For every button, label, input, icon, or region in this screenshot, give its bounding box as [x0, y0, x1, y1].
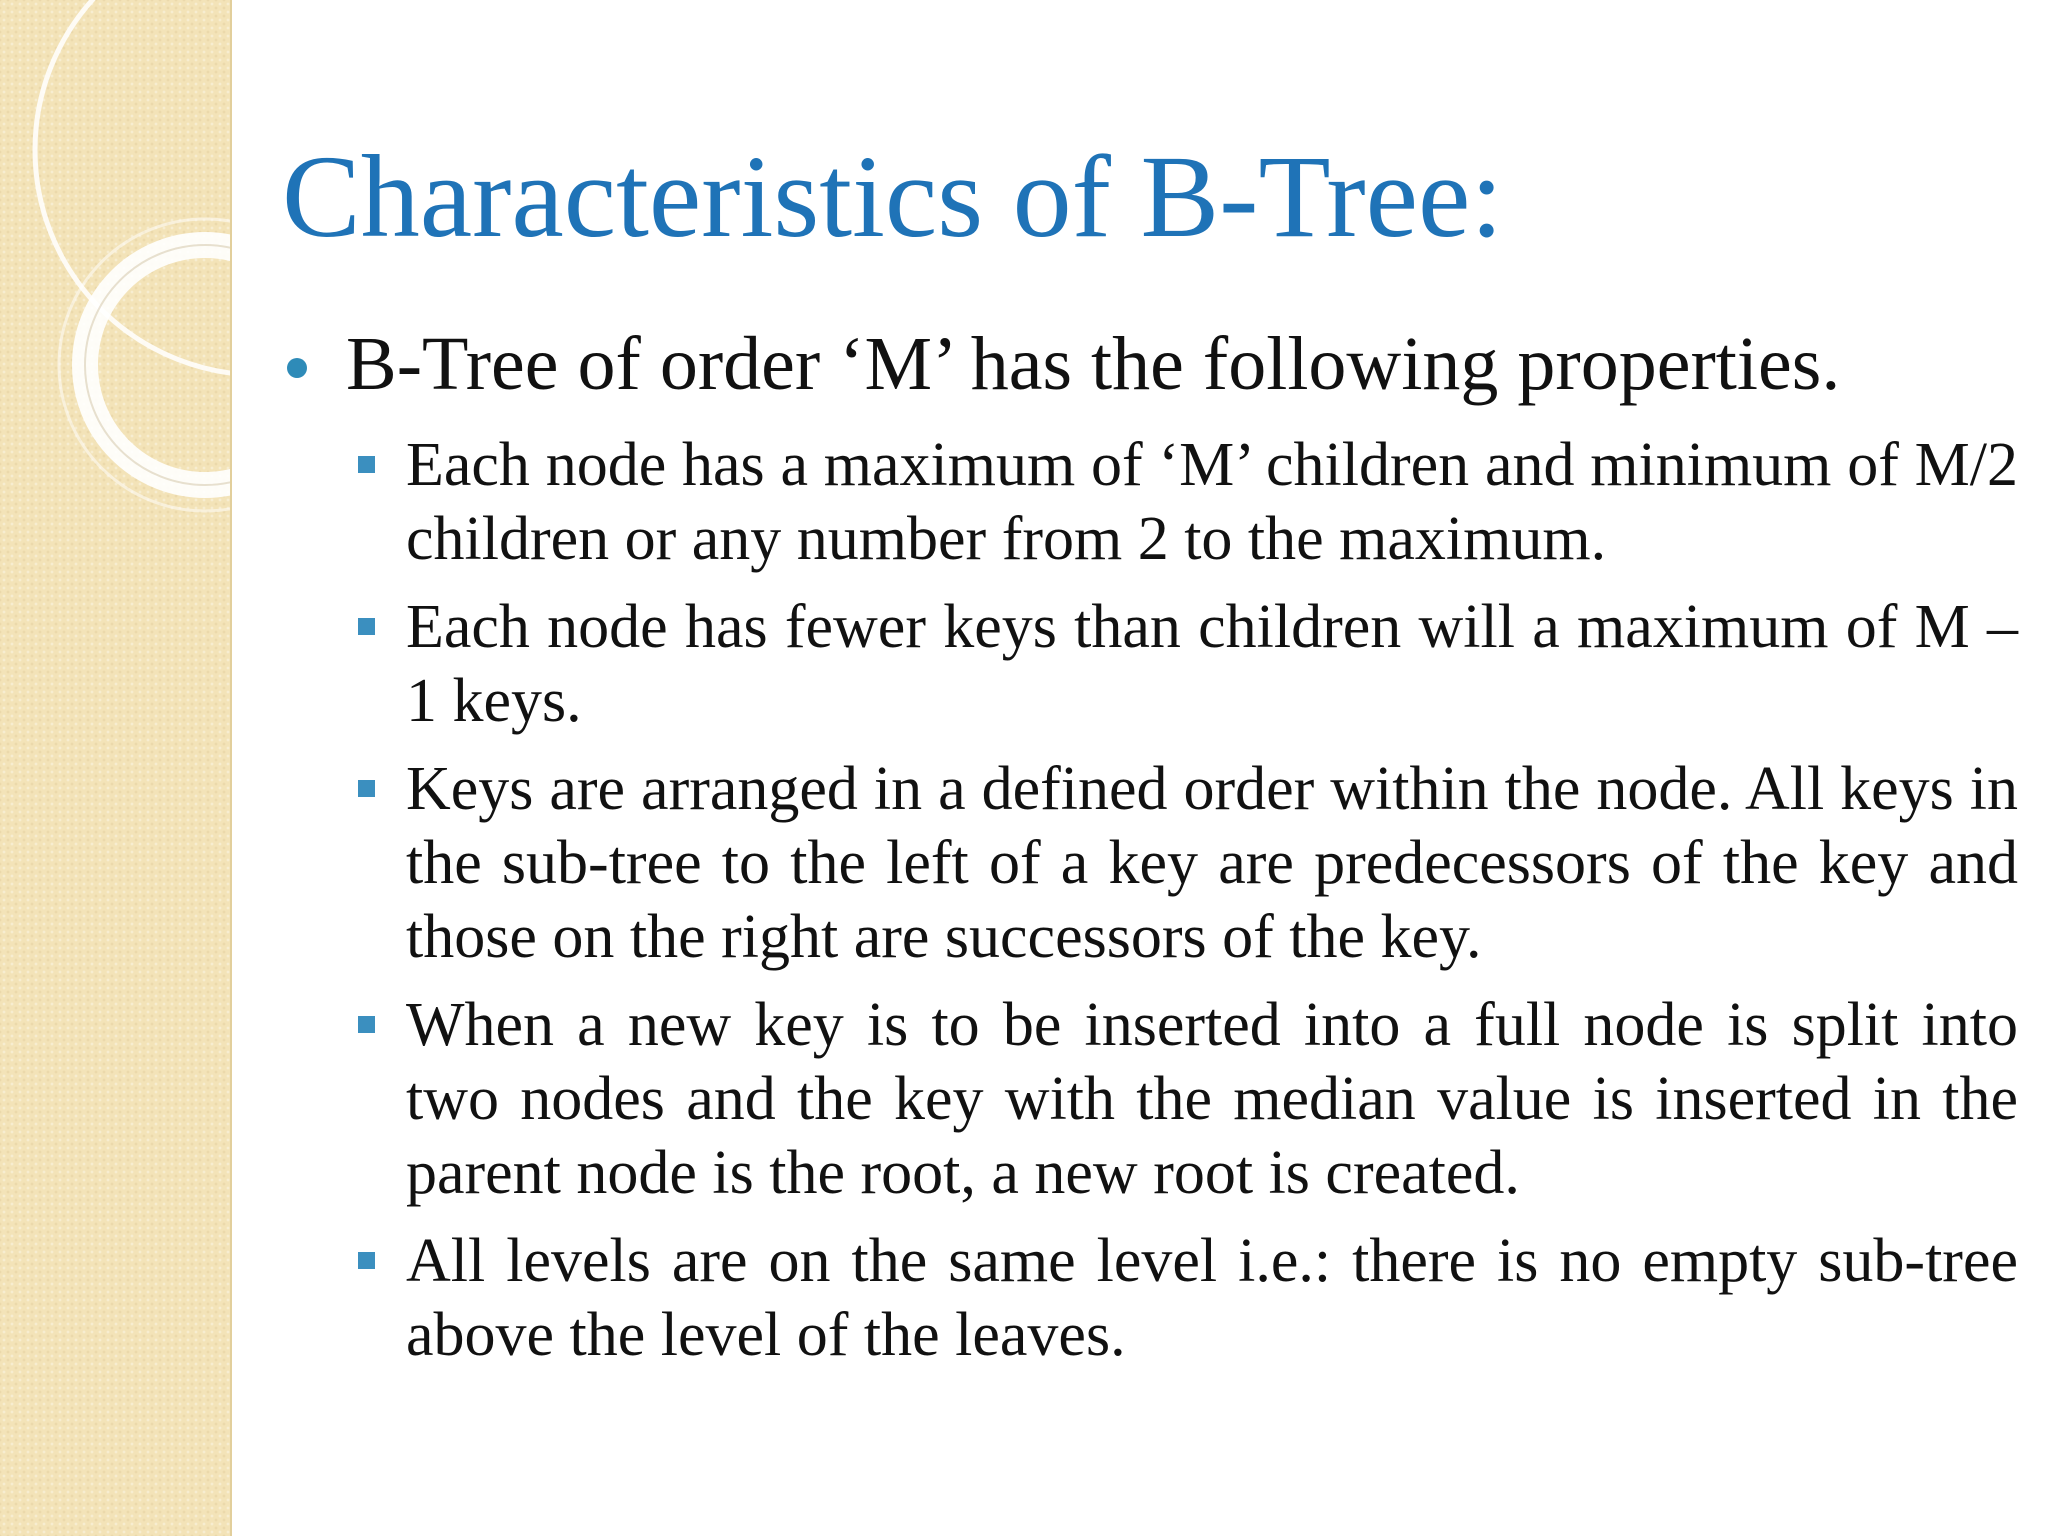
- main-bullet: [282, 320, 2022, 408]
- square-bullet-icon: [358, 1252, 375, 1269]
- slide-title: Characteristics of B-Tree:: [282, 131, 1504, 262]
- decorative-circles-icon: [0, 0, 230, 1536]
- square-bullet-icon: [358, 780, 375, 797]
- square-bullet-icon: [358, 618, 375, 635]
- sub-bullet-list: [282, 428, 2022, 1372]
- sub-bullet-text: Each node has a maximum of ‘M’ children and minimum of M/2 children or any number from 2 to the maximum.: [406, 431, 2018, 573]
- main-bullet-text: B-Tree of order ‘M’ has the following properties.: [346, 322, 1841, 406]
- sub-bullet-text: Keys are arranged in a defined order within the node. All keys in the sub-tree to the left of a key are predecessors of the key and those on the right are successors of the key.: [406, 755, 2018, 971]
- sub-bullet-item: [355, 988, 2018, 1210]
- sub-bullet-text: Each node has fewer keys than children will a maximum of M – 1 keys.: [406, 593, 2018, 735]
- sub-bullet-item: [355, 590, 2018, 738]
- sub-bullet-text: When a new key is to be inserted into a full node is split into two nodes and the key with the median value is inserted in the parent node is the root, a new root is created.: [406, 991, 2018, 1207]
- sub-bullet-text: All levels are on the same level i.e.: there is no empty sub-tree above the level of the leaves.: [406, 1227, 2018, 1369]
- square-bullet-icon: [358, 456, 375, 473]
- decorative-side-band: [0, 0, 232, 1536]
- sub-bullet-item: [355, 752, 2018, 974]
- square-bullet-icon: [358, 1016, 375, 1033]
- sub-bullet-item: [355, 428, 2018, 576]
- slide-body: [282, 320, 2022, 1386]
- round-bullet-icon: [287, 358, 307, 378]
- sub-bullet-item: [355, 1224, 2018, 1372]
